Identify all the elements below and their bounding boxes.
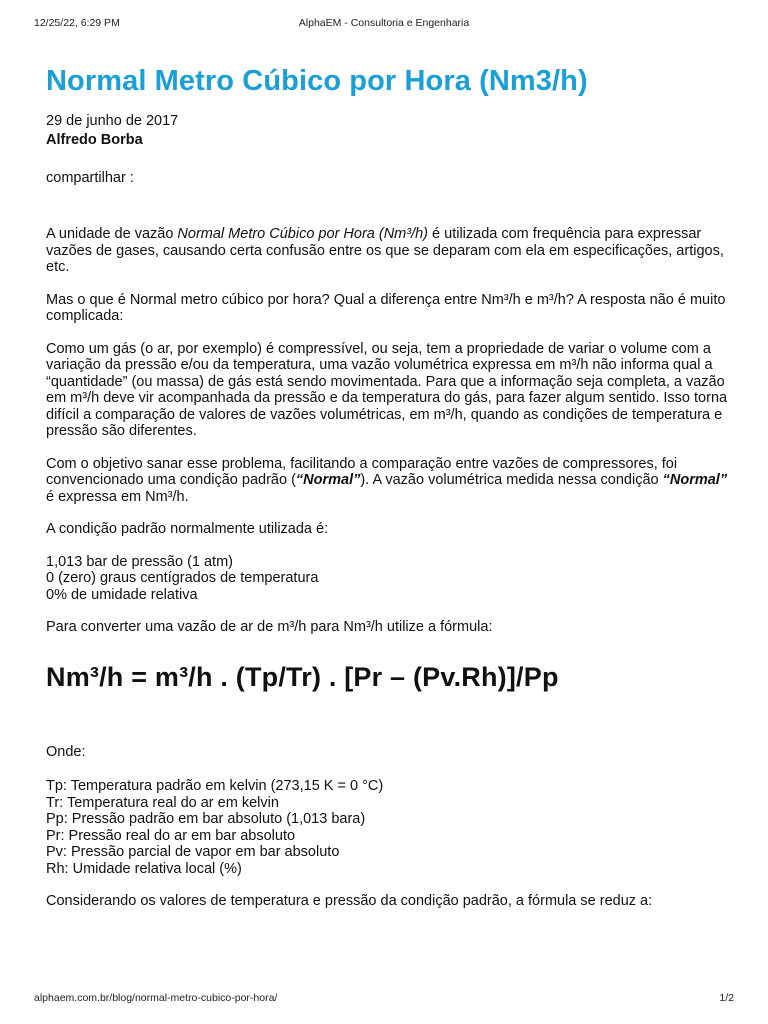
condition-item: 0 (zero) graus centígrados de temperatura <box>46 570 319 586</box>
paragraph-reduced: Considerando os valores de temperatura e pressão da condição padrão, a fórmula se reduz a: <box>46 893 653 909</box>
paragraph-intro: A unidade de vazão Normal Metro Cúbico por Hora (Nm³/h) é utilizada com frequência para expressar vazões de gases, causando certa confusão entre os que se deparam com ela em especificações, artigos, etc. <box>46 226 724 275</box>
article-title: Normal Metro Cúbico por Hora (Nm3/h) <box>46 65 588 97</box>
print-footer <box>34 992 734 1006</box>
print-header <box>34 17 734 31</box>
variable-legend <box>46 778 730 877</box>
legend-item: Tr: Temperatura real do ar em kelvin <box>46 794 279 811</box>
article <box>46 62 730 910</box>
normal-emphasis-1: “Normal” <box>295 472 361 488</box>
paragraph-condition-intro: A condição padrão normalmente utilizada é: <box>46 521 329 537</box>
legend-item: Pr: Pressão real do ar em bar absoluto <box>46 827 296 844</box>
legend-item: Tp: Temperatura padrão em kelvin (273,15 K = 0 °C) <box>46 778 384 794</box>
onde-label: Onde: <box>46 743 86 760</box>
condition-item: 1,013 bar de pressão (1 atm) <box>46 553 233 570</box>
unit-emphasis: Normal Metro Cúbico por Hora (Nm³/h) <box>177 226 429 242</box>
article-author[interactable]: Alfredo Borba <box>46 132 143 148</box>
legend-item: Pp: Pressão padrão em bar absoluto (1,013 bara) <box>46 811 366 827</box>
page-url: alphaem.com.br/blog/normal-metro-cubico-por-hora/ <box>34 992 278 1004</box>
legend-item: Rh: Umidade relativa local (%) <box>46 860 242 877</box>
article-date: 29 de junho de 2017 <box>46 113 179 129</box>
paragraph-question: Mas o que é Normal metro cúbico por hora? Qual a diferença entre Nm³/h e m³/h? A resposta não é muito complicada: <box>46 291 726 324</box>
normal-emphasis-2: “Normal” <box>662 472 728 488</box>
share-label: compartilhar : <box>46 170 134 186</box>
condition-item: 0% de umidade relativa <box>46 586 198 603</box>
paragraph-standard: Com o objetivo sanar esse problema, facilitando a comparação entre vazões de compressores, foi convencionado uma condição padrão (“Normal”). A vazão volumétrica medida nessa condição “Normal” é expressa em Nm³/h. <box>46 455 728 505</box>
paragraph-convert: Para converter uma vazão de ar de m³/h para Nm³/h utilize a fórmula: <box>46 619 493 635</box>
print-datetime: 12/25/22, 6:29 PM <box>34 17 120 29</box>
condition-list <box>46 554 730 604</box>
paragraph-explanation: Como um gás (o ar, por exemplo) é compressível, ou seja, tem a propriedade de variar o volume com a variação da pressão e/ou da temperatura, uma vazão volumétrica expressa em m³/h não informa qual a “quantidade” (ou massa) de gás está sendo movimentada. Para que a informação seja completa, a vazão em m³/h deve vir acompanhada da pressão e da temperatura do gás, para fazer algum sentido. Isso torna difícil a comparação de valores de vazões volumétricas, em m³/h, quando as condições de temperatura e pressão são diferentes. <box>46 340 728 439</box>
formula: Nm³/h = m³/h . (Tp/Tr) . [Pr – (Pv.Rh)]/Pp <box>46 661 559 692</box>
print-page-title: AlphaEM - Consultoria e Engenharia <box>298 17 470 29</box>
page-number: 1/2 <box>719 992 734 1004</box>
legend-item: Pv: Pressão parcial de vapor em bar absoluto <box>46 844 340 860</box>
